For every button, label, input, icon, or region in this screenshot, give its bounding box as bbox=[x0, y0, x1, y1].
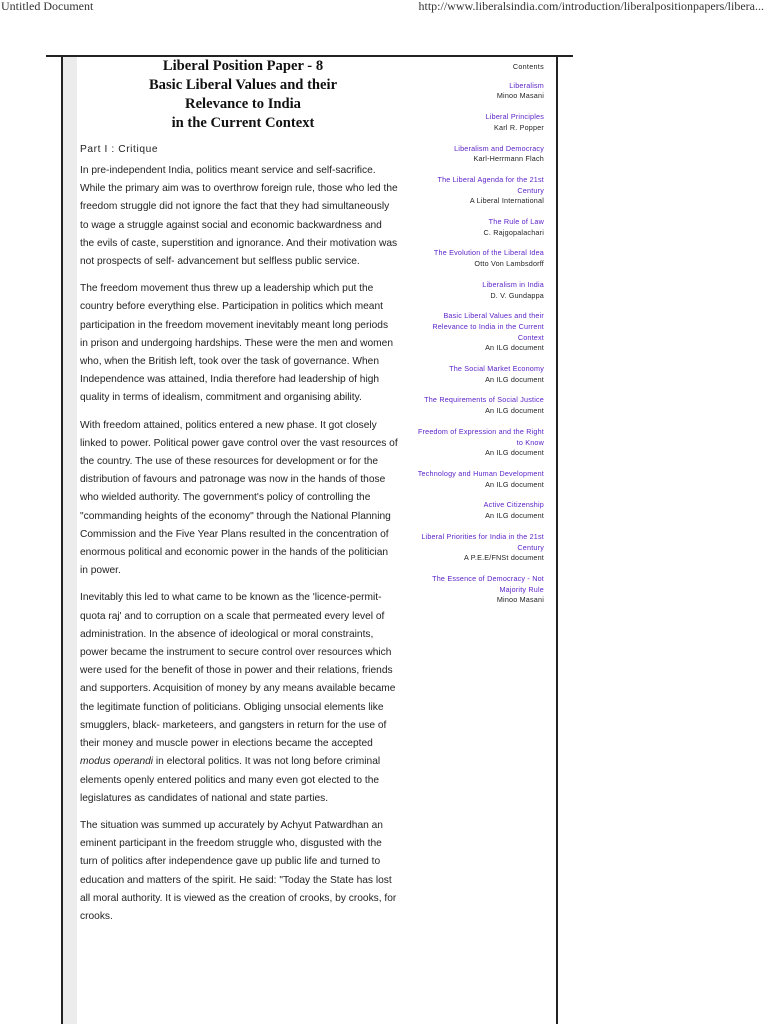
contents-entry bbox=[410, 574, 544, 606]
contents-author: A Liberal International bbox=[469, 196, 544, 206]
document-title: Untitled Document bbox=[1, 0, 94, 13]
contents-author: An ILG document bbox=[485, 406, 544, 416]
contents-entry bbox=[410, 144, 544, 165]
contents-link[interactable]: The Essence of Democracy - Not Majority Rule bbox=[432, 573, 544, 594]
contents-entry bbox=[410, 217, 544, 238]
contents-author: Karl R. Popper bbox=[494, 122, 544, 132]
italic-phrase: modus operandi bbox=[80, 756, 154, 768]
contents-entry bbox=[410, 532, 544, 564]
contents-author: An ILG document bbox=[485, 511, 544, 521]
contents-entry bbox=[410, 500, 544, 521]
paragraph: In pre-independent India, politics meant service and self-sacrifice. While the primary aim was to overthrow foreign rule, those who led the freedom struggle did not ignore the fact that they had simultaneously to wage a struggle against social and economic backwardness and the evils of caste, superstition and ignorance. And their motivation was not prospects of self- advancement but selfless public service. bbox=[80, 165, 398, 268]
contents-link[interactable]: The Rule of Law bbox=[488, 217, 544, 227]
contents-link[interactable]: Technology and Human Development bbox=[417, 468, 544, 478]
contents-link[interactable]: The Liberal Agenda for the 21st Century bbox=[437, 174, 544, 195]
contents-entry bbox=[410, 469, 544, 490]
paragraph: With freedom attained, politics entered a new phase. It got closely linked to power. Political power gave control over the vast resources of the country. The use of these resources for development or for the distribution of favours and patronage was now in the hands of those who wielded authority. The government's policy of controlling the "commanding heights of the economy" through the National Planning Commission and the Five Year Plans resulted in the concentration of enormous political and economic power in the hands of the politician in power. bbox=[80, 419, 398, 577]
contents-entry bbox=[410, 395, 544, 416]
title-line: Liberal Position Paper - 8 bbox=[162, 58, 324, 74]
title-line: Relevance to India bbox=[185, 96, 301, 112]
contents-author: An ILG document bbox=[485, 374, 544, 384]
contents-author: Minoo Masani bbox=[496, 595, 544, 605]
contents-author: Minoo Masani bbox=[496, 91, 544, 101]
contents-author: An ILG document bbox=[485, 343, 544, 353]
contents-link[interactable]: Liberalism bbox=[509, 80, 544, 90]
paragraph-text: Inevitably this led to what came to be known as the 'licence-permit-quota raj' and to corruption on a scale that permeated every level of administration. In the absence of ideological or moral constraints, power became the instrument to secure control over resources which were used for the benefit of those in power and their relations, friends and supporters. Acquisition of money by any means available became the legitimate function of politicians. Obliging unsocial elements like smugglers, black- marketeers, and gangsters in return for the use of their money and muscle power in elections became the accepted bbox=[80, 592, 396, 750]
left-margin-band bbox=[63, 57, 77, 1024]
contents-author: Otto Von Lambsdorff bbox=[474, 259, 544, 269]
contents-entry bbox=[410, 248, 544, 269]
contents-author: D. V. Gundappa bbox=[490, 290, 544, 300]
paragraph: The freedom movement thus threw up a leadership which put the country before everything else. Participation in politics which meant participation in the freedom movement inevitably meant long periods in prison and undergoing hardships. These were the men and women who, when the British left, took over the task of governance. When Independence was attained, India therefore had leadership of high quality in terms of idealism, commitment and organising ability. bbox=[80, 283, 393, 404]
contents-entry bbox=[410, 364, 544, 385]
contents-author: C. Rajgopalachari bbox=[483, 227, 544, 237]
part-heading: Part I : Critique bbox=[80, 144, 159, 155]
contents-entry bbox=[410, 280, 544, 301]
paragraph: The situation was summed up accurately by Achyut Patwardhan an eminent participant in the freedom struggle who, disgusted with the turn of politics after independence gave up public life and turned to education and matters of the spirit. He said: "Today the State has lost all moral authority. It is viewed as the creation of crooks, by crooks, for crooks. bbox=[80, 819, 397, 922]
contents-author: An ILG document bbox=[485, 448, 544, 458]
contents-link[interactable]: The Evolution of the Liberal Idea bbox=[433, 248, 544, 258]
print-header bbox=[0, 0, 768, 16]
contents-link[interactable]: Liberalism and Democracy bbox=[454, 143, 544, 153]
contents-link[interactable]: Freedom of Expression and the Right to Know bbox=[417, 426, 544, 447]
title-line: Basic Liberal Values and their bbox=[148, 77, 338, 93]
contents-sidebar bbox=[410, 62, 544, 616]
contents-entry bbox=[410, 112, 544, 133]
contents-link[interactable]: Liberal Principles bbox=[485, 112, 544, 122]
contents-entry bbox=[410, 427, 544, 459]
contents-link[interactable]: Basic Liberal Values and their Relevance to India in the Current Context bbox=[432, 311, 544, 342]
frame-right-rule bbox=[556, 55, 558, 1024]
contents-link[interactable]: The Requirements of Social Justice bbox=[424, 395, 544, 405]
contents-heading: Contents bbox=[512, 62, 544, 71]
contents-author: Karl-Herrmann Flach bbox=[473, 154, 544, 164]
title-line: in the Current Context bbox=[171, 115, 315, 131]
paragraph bbox=[80, 589, 398, 807]
page-url: http://www.liberalsindia.com/introduction/liberalpositionpapers/libera... bbox=[418, 0, 764, 13]
contents-link[interactable]: Liberalism in India bbox=[482, 279, 544, 289]
contents-author: A P.E.E/FNSt document bbox=[464, 553, 544, 563]
contents-entry bbox=[410, 81, 544, 102]
contents-link[interactable]: Liberal Priorities for India in the 21st Century bbox=[421, 531, 544, 552]
article-title bbox=[88, 57, 398, 133]
paragraph-text: in electoral politics. It was not long before criminal elements openly entered politics and many even got elected to the legislatures as candidates of national and state parties. bbox=[80, 756, 381, 804]
article bbox=[80, 57, 398, 935]
contents-entry bbox=[410, 311, 544, 354]
contents-link[interactable]: Active Citizenship bbox=[483, 500, 544, 510]
contents-entry bbox=[410, 175, 544, 207]
contents-link[interactable]: The Social Market Economy bbox=[449, 364, 544, 374]
contents-author: An ILG document bbox=[485, 479, 544, 489]
